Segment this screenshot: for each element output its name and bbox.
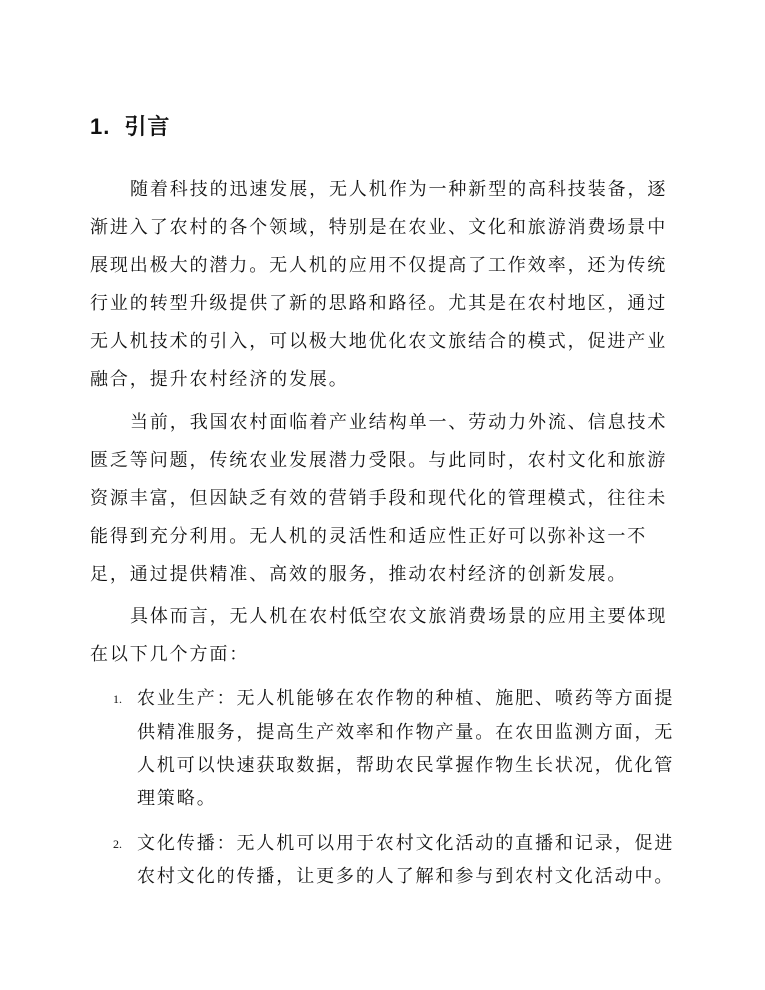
paragraph-line: 随着科技的迅速发展，无人机作为一种新型的高科技装备，逐 [130, 179, 668, 200]
paragraph-line: 无人机技术的引入，可以极大地优化农文旅结合的模式，促进产业 [90, 331, 668, 352]
section-heading [90, 112, 170, 143]
list-item-number: 1. [113, 692, 122, 706]
paragraph-line: 行业的转型升级提供了新的思路和路径。尤其是在农村地区，通过 [90, 293, 668, 314]
list-item-line: 供精准服务，提高生产效率和作物产量。在农田监测方面，无 [137, 722, 675, 743]
paragraph-line: 在以下几个方面： [90, 644, 250, 665]
list-item-line: 人机可以快速获取数据，帮助农民掌握作物生长状况，优化管 [137, 755, 675, 776]
paragraph-line: 渐进入了农村的各个领域，特别是在农业、文化和旅游消费场景中 [90, 217, 668, 238]
paragraph-line: 能得到充分利用。无人机的灵活性和适应性正好可以弥补这一不 [90, 526, 648, 547]
list-item-number: 2. [113, 837, 122, 851]
paragraph-line: 融合，提升农村经济的发展。 [90, 369, 349, 390]
list-item-line: 理策略。 [137, 788, 217, 809]
list-item-line: 农业生产：无人机能够在农作物的种植、施肥、喷药等方面提 [137, 688, 675, 709]
paragraph-line: 匮乏等问题，传统农业发展潜力受限。与此同时，农村文化和旅游 [90, 450, 668, 471]
paragraph-line: 当前，我国农村面临着产业结构单一、劳动力外流、信息技术 [130, 412, 668, 433]
section-title: 引言 [124, 115, 171, 140]
paragraph-line: 展现出极大的潜力。无人机的应用不仅提高了工作效率，还为传统 [90, 255, 668, 276]
list-item-line: 农村文化的传播，让更多的人了解和参与到农村文化活动中。 [137, 866, 675, 887]
paragraph-line: 足，通过提供精准、高效的服务，推动农村经济的创新发展。 [90, 564, 628, 585]
paragraph-line: 具体而言，无人机在农村低空农文旅消费场景的应用主要体现 [130, 606, 668, 627]
paragraph-line: 资源丰富，但因缺乏有效的营销手段和现代化的管理模式，往往未 [90, 488, 668, 509]
list-item-line: 文化传播：无人机可以用于农村文化活动的直播和记录，促进 [137, 833, 675, 854]
section-number: 1. [90, 114, 111, 139]
